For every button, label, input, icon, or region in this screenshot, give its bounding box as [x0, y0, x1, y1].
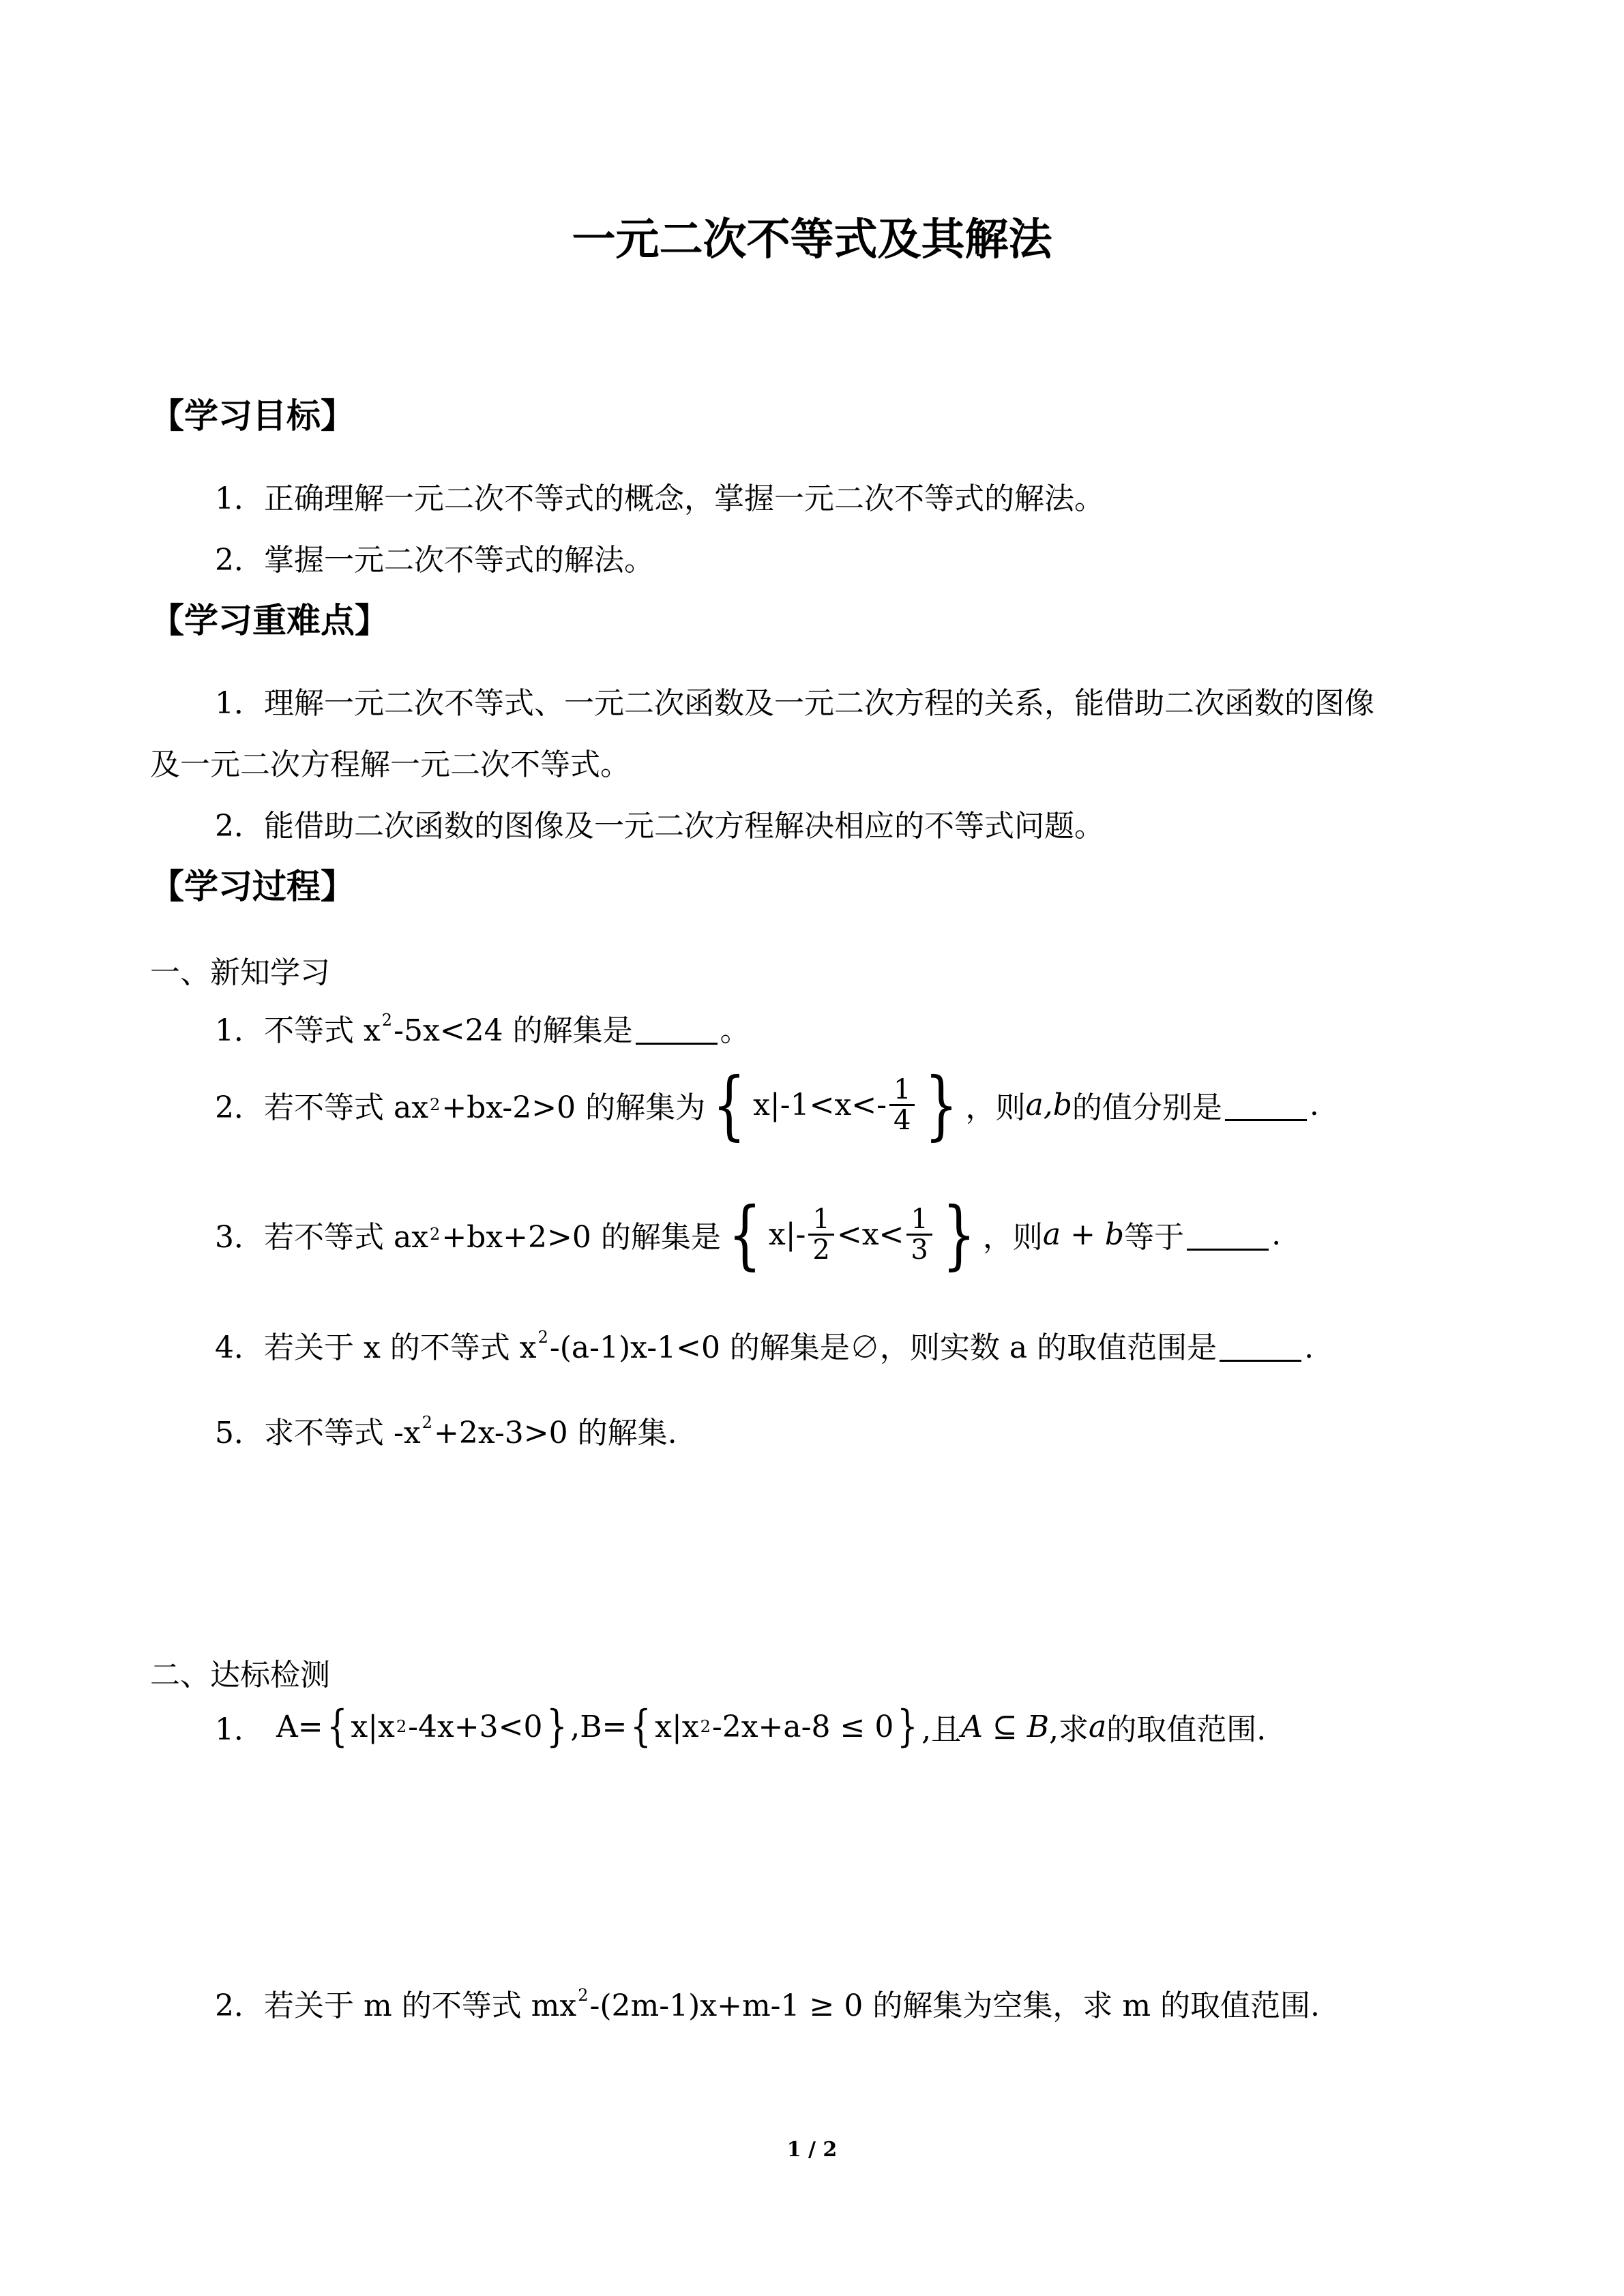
goal-item-1: 1．正确理解一元二次不等式的概念，掌握一元二次不等式的解法。 — [215, 481, 1104, 516]
key-point-1-line2: 及一元二次方程解一元二次不等式。 — [150, 747, 630, 782]
question-1-3: 3．若不等式 ax 2 +bx+2>0 的解集是 { x|- $\frac{1}{2}$ <x< $\frac{1}{3}$ } ，则 a + b 等于 . — [215, 1191, 1282, 1278]
question-1-2: 2．若不等式 ax 2 +bx-2>0 的解集为 { x|-1<x<- $\frac{1}{4}$ } ，则 a,b 的值分别是 . — [215, 1061, 1319, 1148]
left-brace-icon: { — [728, 1191, 762, 1278]
key-point-2: 2．能借助二次函数的图像及一元二次方程解决相应的不等式问题。 — [215, 809, 1104, 844]
question-2-1: 1． A= { x|x 2 -4x+3<0 } ,B= { x|x 2 -2x+a-8 ≤ 0 } ,且 A ⊆ B ,求 a 的取值范围. — [215, 1701, 1267, 1752]
right-brace-icon: } — [546, 1701, 567, 1752]
section-heading-key-points: 【学习重难点】 — [150, 600, 389, 640]
answer-blank[interactable] — [1220, 1330, 1301, 1362]
section-heading-goals: 【学习目标】 — [150, 396, 355, 436]
right-brace-icon: } — [942, 1191, 976, 1278]
left-brace-icon: { — [326, 1701, 348, 1752]
answer-blank[interactable] — [1187, 1219, 1269, 1251]
fraction: $\frac{1}{4}$ — [889, 1075, 915, 1135]
left-brace-icon: { — [712, 1061, 746, 1148]
part1-heading: 一、新知学习 — [150, 955, 330, 990]
page-title: 一元二次不等式及其解法 — [572, 214, 1052, 265]
question-2-2: 2．若关于 m 的不等式 $mx^2-(2m-1)x+m-1 \ge 0$ 的解集为空集，求 m 的取值范围. — [215, 1986, 1320, 2023]
answer-blank[interactable] — [1225, 1089, 1307, 1121]
goal-item-2: 2．掌握一元二次不等式的解法。 — [215, 543, 654, 578]
question-1-5: 5．求不等式 $-x^2+2x-3>0$ 的解集. — [215, 1413, 677, 1450]
left-brace-icon: { — [630, 1701, 652, 1752]
key-point-1-line1: 1．理解一元二次不等式、一元二次函数及一元二次方程的关系，能借助二次函数的图像 — [215, 686, 1374, 721]
page-number: 1 / 2 — [786, 2138, 838, 2162]
fraction: $\frac{1}{2}$ — [808, 1205, 833, 1264]
question-1-1: 1．不等式 $x^2-5x<24$ 的解集是 。 — [215, 1011, 750, 1048]
fraction: $\frac{1}{3}$ — [906, 1205, 932, 1264]
answer-blank[interactable] — [636, 1013, 718, 1045]
section-heading-process: 【学习过程】 — [150, 866, 355, 906]
question-1-4: 4．若关于 x 的不等式 $x^2-(a-1)x-1<0$ 的解集是∅，则实数 a 的取值范围是 . — [215, 1328, 1314, 1365]
right-brace-icon: } — [897, 1701, 918, 1752]
right-brace-icon: } — [924, 1061, 958, 1148]
part2-heading: 二、达标检测 — [150, 1658, 330, 1693]
